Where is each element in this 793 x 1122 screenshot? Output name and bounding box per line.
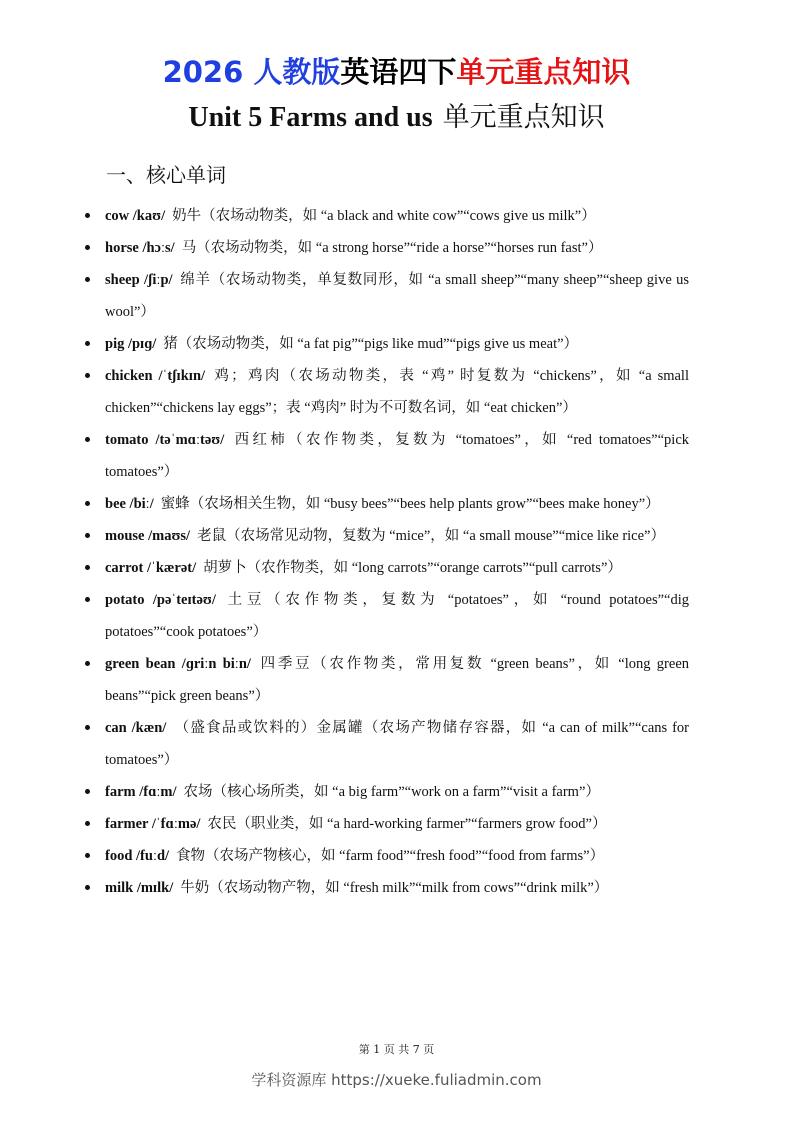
vocab-definition: 绵羊（农场动物类，单复数同形，如 “a small sheep”“many sheep”“sheep give us wool”）: [105, 272, 689, 320]
vocab-word: green bean /ɡriːn biːn/: [105, 656, 251, 672]
footer-site: 学科资源库 https://xueke.fuliadmin.com: [251, 1071, 542, 1089]
vocab-item: [0, 360, 689, 424]
vocab-item: [0, 520, 689, 552]
vocab-definition: 西红柿（农作物类，复数为 “tomatoes”，如 “red tomatoes”“pick tomatoes”）: [105, 432, 689, 480]
vocab-definition: 食物（农场产物核心，如 “farm food”“fresh food”“food from farms”）: [176, 848, 605, 864]
vocab-item: [0, 648, 689, 712]
vocab-item: [0, 552, 689, 584]
vocab-item: [0, 808, 689, 840]
vocab-word: farm /fɑːm/: [105, 784, 177, 800]
vocab-word: chicken /ˈtʃɪkɪn/: [105, 368, 206, 384]
banner-part-blue: 2026 人教版: [162, 55, 341, 89]
vocab-definition: 土豆（农作物类，复数为 “potatoes”，如 “round potatoes”“dig potatoes”“cook potatoes”）: [105, 592, 689, 640]
vocab-word: potato /pəˈteɪtəʊ/: [105, 592, 216, 608]
page-number: 第 1 页 共 7 页: [358, 1043, 435, 1056]
vocab-item: [0, 232, 689, 264]
vocab-definition: 老鼠（农场常见动物，复数为 “mice”，如 “a small mouse”“mice like rice”）: [197, 528, 665, 544]
vocab-definition: 蜜蜂（农场相关生物，如 “busy bees”“bees help plants grow”“bees make honey”）: [160, 496, 660, 512]
vocab-definition: 奶牛（农场动物类，如 “a black and white cow”“cows give us milk”）: [172, 208, 596, 224]
vocab-word: mouse /maʊs/: [105, 528, 191, 544]
vocab-item: [0, 264, 689, 328]
vocab-word: farmer /ˈfɑːmə/: [105, 816, 201, 832]
vocab-definition: 马（农场动物类，如 “a strong horse”“ride a horse”“horses run fast”）: [181, 240, 603, 256]
vocab-definition: 农民（职业类，如 “a hard-working farmer”“farmers grow food”）: [207, 816, 607, 832]
vocab-word: pig /pɪɡ/: [105, 336, 157, 352]
vocab-list: [0, 200, 793, 904]
vocab-item: [0, 872, 689, 904]
vocab-definition: 牛奶（农场动物产物，如 “fresh milk”“milk from cows”“drink milk”）: [180, 880, 609, 896]
vocab-item: [0, 488, 689, 520]
banner-title: [0, 52, 793, 92]
vocab-item: [0, 424, 689, 488]
page-title: [0, 98, 793, 138]
vocab-item: [0, 840, 689, 872]
vocab-item: [0, 328, 689, 360]
vocab-definition: 猪（农场动物类，如 “a fat pig”“pigs like mud”“pigs give us meat”）: [163, 336, 579, 352]
vocab-definition: （盛食品或饮料的）金属罐（农场产物储存容器，如 “a can of milk”“cans for tomatoes”）: [105, 720, 689, 768]
banner-part-black: 英语四下: [340, 55, 457, 89]
vocab-item: [0, 584, 689, 648]
vocab-word: food /fuːd/: [105, 848, 170, 864]
vocab-definition: 四季豆（农作物类，常用复数 “green beans”，如 “long green beans”“pick green beans”）: [105, 656, 690, 704]
vocab-word: tomato /təˈmɑːtəʊ/: [105, 432, 225, 448]
vocab-word: can /kæn/: [105, 720, 167, 736]
vocab-word: cow /kaʊ/: [105, 208, 166, 224]
vocab-definition: 农场（核心场所类，如 “a big farm”“work on a farm”“visit a farm”）: [183, 784, 600, 800]
vocab-item: [0, 712, 689, 776]
vocab-item: [0, 776, 689, 808]
vocab-item: [0, 200, 689, 232]
vocab-word: milk /mɪlk/: [105, 880, 174, 896]
vocab-definition: 胡萝卜（农作物类，如 “long carrots”“orange carrots”“pull carrots”）: [203, 560, 622, 576]
banner-part-red: 单元重点知识: [456, 55, 631, 89]
vocab-word: bee /biː/: [105, 496, 154, 512]
vocab-definition: 鸡；鸡肉（农场动物类，表 “鸡” 时复数为 “chickens”，如 “a small chicken”“chickens lay eggs”；表 “鸡肉” 时为不可数名词，如 “eat chicken”）: [105, 368, 689, 416]
page-title-english: Unit 5 Farms and us: [188, 102, 433, 133]
vocab-word: sheep /ʃiːp/: [105, 272, 173, 288]
vocab-word: carrot /ˈkærət/: [105, 560, 197, 576]
section-heading: 一、核心单词: [106, 163, 226, 187]
vocab-word: horse /hɔːs/: [105, 240, 175, 256]
page-title-chinese: 单元重点知识: [442, 102, 605, 133]
